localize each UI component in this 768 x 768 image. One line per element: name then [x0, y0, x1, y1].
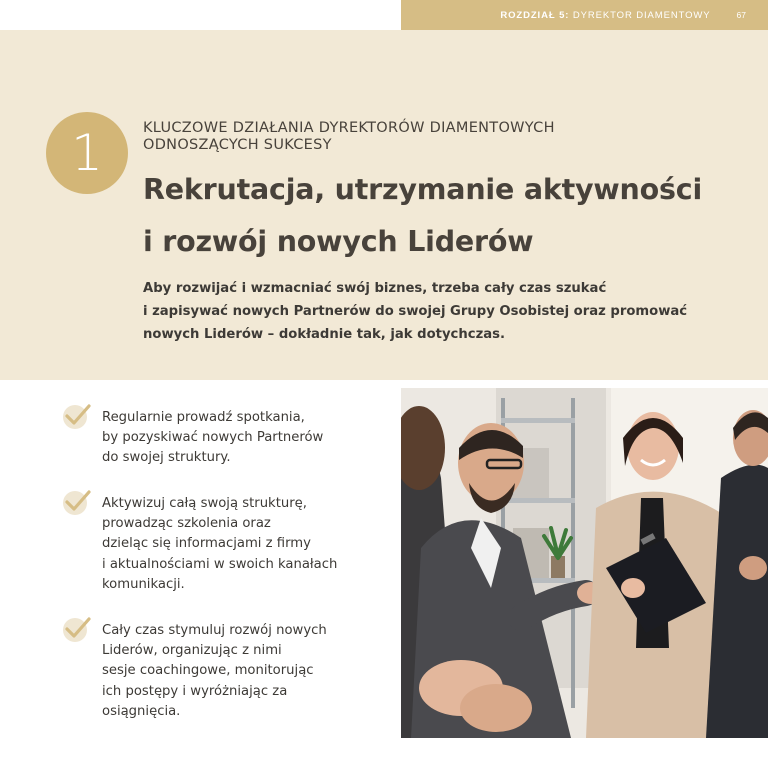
chapter-title: DYREKTOR DIAMENTOWY: [572, 9, 711, 21]
page-number: 67: [736, 10, 746, 20]
intro-line: nowych Liderów – dokładnie tak, jak dotychczas.: [143, 327, 506, 342]
bullet-line: Cały czas stymuluj rozwój nowych: [102, 623, 327, 638]
intro-line: i zapisywać nowych Partnerów do swojej Grupy Osobistej oraz promować: [143, 304, 688, 319]
intro-paragraph: [143, 277, 723, 346]
section-number-badge: [46, 112, 128, 194]
section-title: [143, 164, 743, 268]
bullet-line: by pozyskiwać nowych Partnerów: [102, 430, 324, 446]
bullet-point: [102, 494, 392, 595]
section-number: 1: [71, 124, 103, 182]
title-line: i rozwój nowych Liderów: [143, 225, 534, 258]
bullet-line: Liderów, organizując z nimi: [102, 643, 282, 659]
bullet-line: ich postępy i wyróżniając za: [102, 683, 288, 699]
bullet-line: i aktualnościami w swoich kanałach: [102, 556, 338, 572]
bullet-line: osiągnięcia.: [102, 703, 181, 719]
chapter-label: ROZDZIAŁ 5:: [500, 9, 570, 21]
chapter-header: [401, 0, 768, 30]
bullet-line: Regularnie prowadź spotkania,: [102, 410, 305, 425]
bullet-point: [102, 408, 392, 469]
intro-line: Aby rozwijać i wzmacniać swój biznes, trzeba cały czas szukać: [143, 281, 607, 296]
check-icon: [60, 488, 92, 516]
check-icon: [60, 402, 92, 430]
title-line: Rekrutacja, utrzymanie aktywności: [143, 173, 703, 206]
bullet-line: do swojej struktury.: [102, 450, 231, 466]
section-kicker: [143, 120, 683, 154]
kicker-line: KLUCZOWE DZIAŁANIA DYREKTORÓW DIAMENTOWYCH: [143, 120, 555, 136]
bullet-line: Aktywizuj całą swoją strukturę,: [102, 496, 307, 511]
bullet-line: sesje coachingowe, monitorując: [102, 663, 314, 679]
bullet-line: prowadząc szkolenia oraz: [102, 516, 271, 532]
bullet-line: komunikacji.: [102, 576, 185, 592]
business-meeting-photo: [401, 388, 768, 738]
kicker-line: ODNOSZĄCYCH SUKCESY: [143, 137, 332, 153]
bullet-line: dzieląc się informacjami z firmy: [102, 536, 311, 552]
bullet-point: [102, 621, 392, 722]
check-icon: [60, 615, 92, 643]
